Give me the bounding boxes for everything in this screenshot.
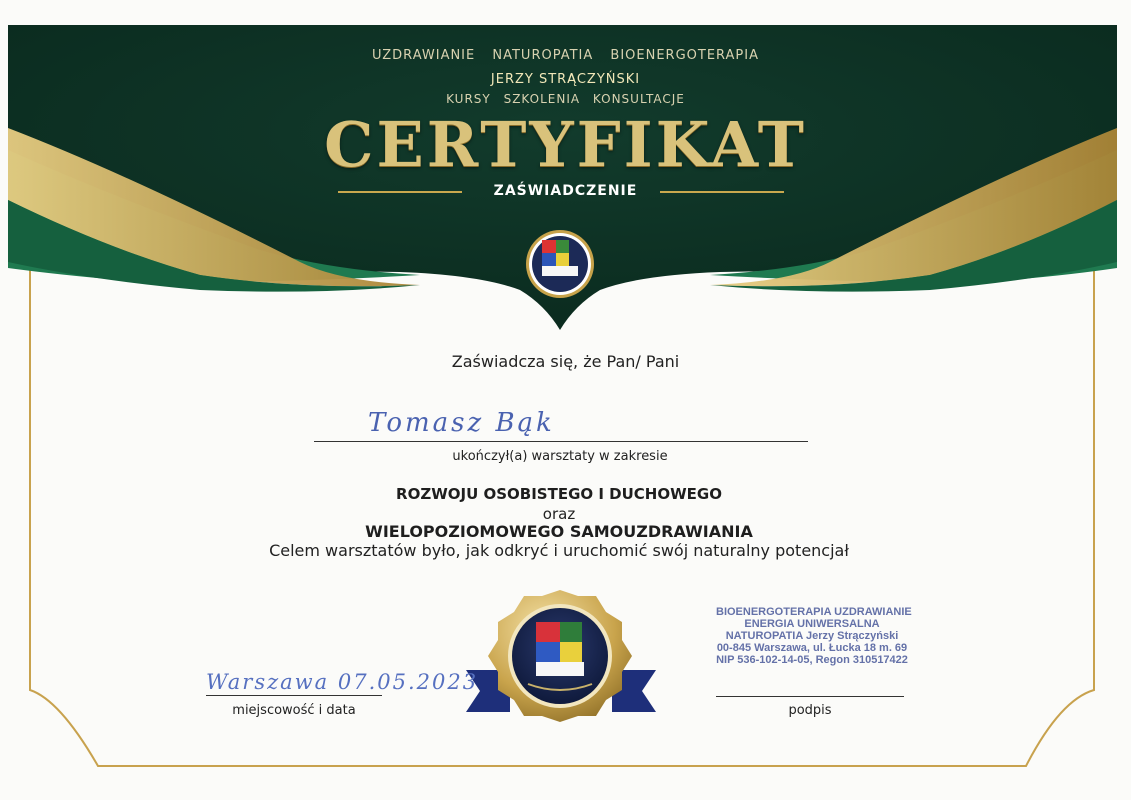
header-services xyxy=(0,48,1131,63)
signature-line xyxy=(716,696,904,697)
certificate-title: CERTYFIKAT xyxy=(324,108,807,181)
signature-label: podpis xyxy=(788,703,832,718)
place-date-label: miejscowość i data xyxy=(232,703,356,718)
completed-text: ukończył(a) warsztaty w zakresie xyxy=(452,449,668,464)
conjunction-text: oraz xyxy=(542,505,576,523)
offering-label: SZKOLENIA xyxy=(503,92,581,106)
stamp-line: NATUROPATIA Jerzy Strączyński xyxy=(725,630,899,642)
stamp-line: NIP 536-102-14-05, Regon 310517422 xyxy=(716,654,908,666)
top-emblem xyxy=(526,230,594,298)
course-title-1: ROZWOJU OSOBISTEGO I DUCHOWEGO xyxy=(396,485,722,503)
certificate-subtitle: ZAŚWIADCZENIE xyxy=(493,183,638,199)
offering-label: KONSULTACJE xyxy=(592,92,685,106)
recipient-name: Tomasz Bąk xyxy=(368,408,555,438)
offering-label: KURSY xyxy=(446,92,491,106)
stamp-line: 00-845 Warszawa, ul. Łucka 18 m. 69 xyxy=(716,642,908,654)
company-stamp xyxy=(716,606,912,666)
header-offerings xyxy=(0,92,1131,106)
workshop-purpose: Celem warsztatów było, jak odkryć i uruchomić swój naturalny potencjał xyxy=(269,541,849,560)
practitioner-name: JERZY STRĄCZYŃSKI xyxy=(490,72,641,87)
place-date-line xyxy=(206,695,382,696)
service-label: NATUROPATIA xyxy=(492,48,594,63)
service-label: BIOENERGOTERAPIA xyxy=(610,48,760,63)
certifies-text: Zaświadcza się, że Pan/ Pani xyxy=(451,352,680,371)
recipient-name-line xyxy=(314,441,808,442)
service-label: UZDRAWIANIE xyxy=(371,48,476,63)
place-date-value: Warszawa 07.05.2023 xyxy=(206,670,479,694)
stamp-line: ENERGIA UNIWERSALNA xyxy=(744,618,880,630)
stamp-line: BIOENERGOTERAPIA UZDRAWIANIE xyxy=(716,606,912,618)
course-title-2: WIELOPOZIOMOWEGO SAMOUZDRAWIANIA xyxy=(365,522,753,541)
